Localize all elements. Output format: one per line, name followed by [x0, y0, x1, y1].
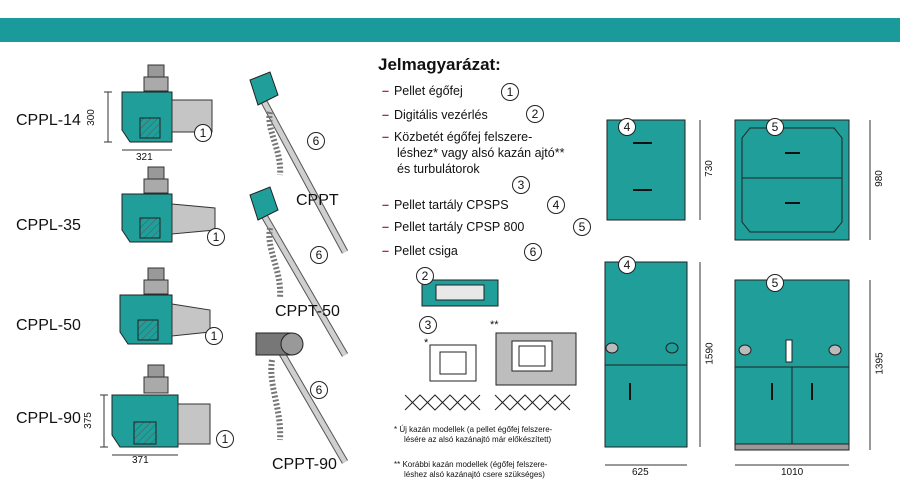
- tank-height-dim: 1395: [874, 352, 886, 375]
- tank-height-dim: 730: [703, 160, 715, 177]
- legend-num: 3: [512, 176, 530, 194]
- legend-item: – Közbetét égőfej felszere-: [382, 130, 533, 144]
- callout-3: 3: [419, 316, 437, 334]
- callout-4: 4: [618, 118, 636, 136]
- legend-num: 6: [524, 243, 542, 261]
- footnote-2-line2: léshez alsó kazánajtó csere szükséges): [404, 470, 545, 479]
- double-star-marker: **: [490, 319, 499, 331]
- callout-6: 6: [310, 381, 328, 399]
- callout-6: 6: [310, 246, 328, 264]
- burner-width-dim: 371: [132, 455, 149, 466]
- conveyor-cppt: [250, 72, 345, 252]
- callout-5: 5: [766, 274, 784, 292]
- callout-1: 1: [207, 228, 225, 246]
- legend-item-line: léshez* vagy alsó kazán ajtó**: [397, 146, 565, 160]
- tank-big-front: [605, 262, 700, 465]
- footnote-2: ** Korábbi kazán modellek (égőfej felszere-: [394, 460, 548, 469]
- star-marker: *: [424, 337, 429, 349]
- burner-model-label: CPPL-14: [16, 112, 81, 129]
- callout-1: 1: [194, 124, 212, 142]
- conveyor-model-label: CPPT: [296, 192, 339, 209]
- tank-height-dim: 1590: [704, 342, 716, 365]
- legend-title: Jelmagyarázat:: [378, 55, 501, 74]
- control-panel-drawing: [422, 280, 498, 306]
- legend-item: – Pellet égőfej: [382, 84, 463, 98]
- turbulator-drawings: [405, 395, 570, 410]
- tank-small-side: [735, 120, 870, 240]
- tank-big-side: [735, 280, 870, 465]
- tank-width-dim: 625: [632, 467, 649, 478]
- footnote-1-line2: lésére az alsó kazánajtó már előkészített): [404, 435, 552, 444]
- burner-model-label: CPPL-35: [16, 217, 81, 234]
- tank-height-dim: 980: [873, 170, 885, 187]
- legend-item-line: és turbulátorok: [397, 162, 480, 176]
- conveyor-cppt-50: [250, 187, 345, 355]
- burner-height-dim: 300: [85, 109, 97, 126]
- legend-num: 4: [547, 196, 565, 214]
- legend-num: 1: [501, 83, 519, 101]
- callout-1: 1: [216, 430, 234, 448]
- conveyor-cppt-90: [256, 333, 345, 462]
- callout-2: 2: [416, 267, 434, 285]
- legend-item: – Digitális vezérlés: [382, 108, 488, 122]
- callout-5: 5: [766, 118, 784, 136]
- legend-num: 2: [526, 105, 544, 123]
- conveyor-model-label: CPPT-90: [272, 456, 337, 473]
- callout-6: 6: [307, 132, 325, 150]
- burner-height-dim: 375: [82, 412, 94, 429]
- burner-cppl-50: [120, 268, 210, 344]
- conveyor-model-label: CPPT-50: [275, 303, 340, 320]
- burner-cppl-90: [100, 365, 210, 455]
- legend-item: – Pellet tartály CPSPS: [382, 198, 509, 212]
- insert-frame-drawing: [430, 345, 476, 381]
- legend-item: – Pellet csiga: [382, 244, 458, 258]
- legend-num: 5: [573, 218, 591, 236]
- tank-width-dim: 1010: [781, 467, 804, 478]
- burner-model-label: CPPL-90: [16, 410, 81, 427]
- lower-door-drawing: [496, 333, 576, 385]
- callout-4: 4: [618, 256, 636, 274]
- burner-model-label: CPPL-50: [16, 317, 81, 334]
- tank-small-front: [607, 120, 700, 220]
- burner-cppl-35: [122, 167, 215, 242]
- footnote-1: * Új kazán modellek (a pellet égőfej felszere-: [394, 425, 553, 434]
- callout-1: 1: [205, 327, 223, 345]
- burner-width-dim: 321: [136, 152, 153, 163]
- legend-item: – Pellet tartály CPSP 800: [382, 220, 525, 234]
